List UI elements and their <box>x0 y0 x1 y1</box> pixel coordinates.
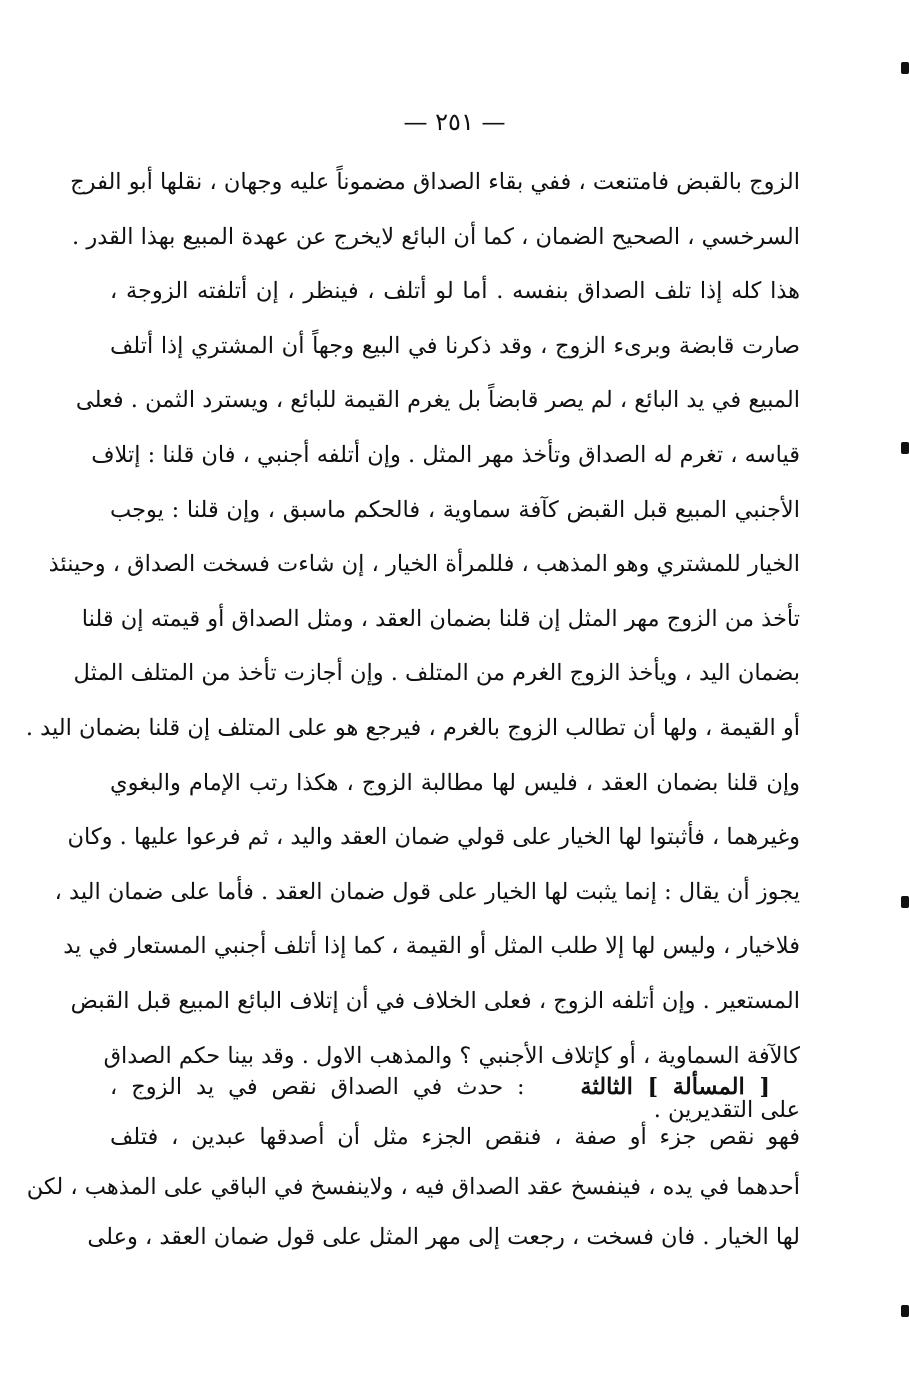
text-line: الزوج بالقبض فامتنعت ، ففي بقاء الصداق مضموناً عليه وجهان ، نقلها أبو الفرج <box>70 169 800 195</box>
margin-mark <box>901 896 909 908</box>
text-line: أو القيمة ، ولها أن تطالب الزوج بالغرم ، فيرجع هو على المتلف إن قلنا بضمان اليد . <box>25 714 800 741</box>
text-line: أحدهما في يده ، فينفسخ عقد الصداق فيه ، ولاينفسخ في الباقي على المذهب ، لكن <box>26 1174 800 1200</box>
masala-first-line-text: : حدث في الصداق نقص في يد الزوج ، <box>110 1074 525 1100</box>
text-line: الأجنبي المبيع قبل القبض كآفة سماوية ، فالحكم ماسبق ، وإن قلنا : يوجب <box>110 496 800 523</box>
text-line: على التقديرين . <box>653 1097 800 1124</box>
margin-mark <box>901 442 909 454</box>
paragraph-masala-3 <box>26 1062 800 1262</box>
paragraph-main <box>25 155 800 1138</box>
margin-mark <box>901 1305 909 1317</box>
text-line: المستعير . وإن أتلفه الزوج ، فعلى الخلاف في أن إتلاف البائع المبيع قبل القبض <box>70 987 800 1014</box>
text-line: لها الخيار . فان فسخت ، رجعت إلى مهر المثل على قول ضمان العقد ، وعلى <box>87 1224 800 1250</box>
margin-mark <box>901 62 909 74</box>
text-line: قياسه ، تغرم له الصداق وتأخذ مهر المثل . وإن أتلفه أجنبي ، فان قلنا : إتلاف <box>91 441 800 468</box>
text-line: هذا كله إذا تلف الصداق بنفسه . أما لو أتلف ، فينظر ، إن أتلفته الزوجة ، <box>110 278 800 305</box>
text-line: فهو نقص جزء أو صفة ، فنقص الجزء مثل أن أصدقها عبدين ، فتلف <box>110 1124 800 1150</box>
text-line: المبيع في يد البائع ، لم يصر قابضاً بل يغرم القيمة للبائع ، ويسترد الثمن . فعلى <box>75 387 800 414</box>
text-line: يجوز أن يقال : إنما يثبت لها الخيار على قول ضمان العقد . فأما على ضمان اليد ، <box>54 878 800 905</box>
text-line: وإن قلنا بضمان العقد ، فليس لها مطالبة الزوج ، هكذا رتب الإمام والبغوي <box>110 769 800 796</box>
text-line: السرخسي ، الصحيح الضمان ، كما أن البائع لايخرج عن عهدة المبيع بهذا القدر . <box>72 223 800 250</box>
text-line: تأخذ من الزوج مهر المثل إن قلنا بضمان العقد ، ومثل الصداق أو قيمته إن قلنا <box>81 605 800 632</box>
page-number: — ٢٥١ — <box>403 108 506 136</box>
masala-heading: [ المسألة ] الثالثة <box>580 1074 771 1100</box>
text-line: كالآفة السماوية ، أو كإتلاف الأجنبي ؟ والمذهب الاول . وقد بينا حكم الصداق <box>103 1042 800 1069</box>
text-line: صارت قابضة وبرىء الزوج ، وقد ذكرنا في البيع وجهاً أن المشتري إذا أتلف <box>110 332 800 359</box>
text-line: وغيرهما ، فأثبتوا لها الخيار على قولي ضمان العقد واليد ، ثم فرعوا عليها . وكان <box>67 824 800 851</box>
text-line: فلاخيار ، وليس لها إلا طلب المثل أو القيمة ، كما إذا أتلف أجنبي المستعار في يد <box>63 933 800 960</box>
text-line: بضمان اليد ، ويأخذ الزوج الغرم من المتلف . وإن أجازت تأخذ من المتلف المثل <box>73 660 800 687</box>
text-line: الخيار للمشتري وهو المذهب ، فللمرأة الخيار ، إن شاءت فسخت الصداق ، وحينئذ <box>48 551 800 578</box>
masala-first-line <box>110 1062 800 1112</box>
